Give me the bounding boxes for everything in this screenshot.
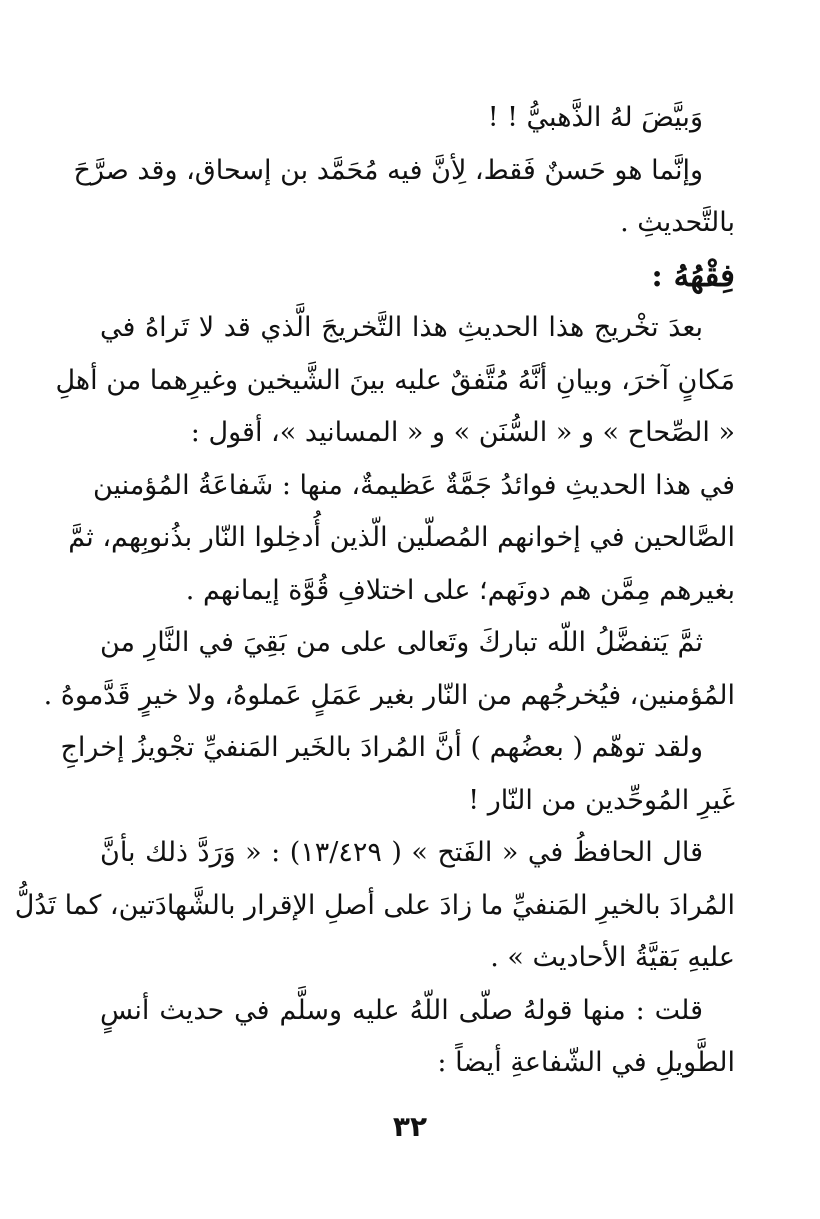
text-line: في هذا الحديثِ فوائدُ جَمَّةٌ عَظيمةٌ، منها : شَفاعَةُ المُؤمنين [92, 469, 735, 501]
text-line: بعدَ تخْريج هذا الحديثِ هذا التَّخريجَ الَّذي قد لا تَراهُ في [100, 312, 703, 343]
text-line: الصَّالحين في إخوانهم المُصلّين الّذين أُدخِلوا النّار بذُنوبِهم، ثمَّ [68, 522, 735, 553]
text-line: عليهِ بَقيَّةُ الأحاديث » . [490, 942, 735, 973]
text-line: قلت : منها قولهُ صلّى اللّهُ عليه وسلَّم في حديث أنسٍ [100, 994, 703, 1026]
text-line: وإنَّما هو حَسنٌ فَقط، لِأنَّ فيه مُحَمَّد بن إسحاق، وقد صرَّحَ [73, 154, 703, 186]
text-line: بالتَّحديثِ . [620, 207, 735, 238]
text-line: مَكانٍ آخرَ، وبيانِ أنَّهُ مُتَّفقٌ عليه بينَ الشَّيخين وغيرِهما من أهلِ [55, 364, 735, 396]
text-line: « الصِّحاح » و « السُّنَن » و « المسانيد »، أقول : [190, 417, 735, 448]
text-line: الطَّويلِ في الشّفاعةِ أيضاً : [437, 1047, 735, 1078]
text-line: غَيرِ المُوحِّدين من النّار ! [468, 784, 735, 816]
page-number: ٣٢ [392, 1110, 428, 1143]
text-line: ثمَّ يَتفضَّلُ اللّه تباركَ وتَعالى على من بَقِيَ في النَّارِ من [100, 627, 703, 658]
text-line: قال الحافظُ في « الفَتح » ( ١٣/٤٢٩) : « وَرَدَّ ذلك بأنَّ [100, 837, 703, 868]
text-line: بغيرهم مِمَّن هم دونَهم؛ على اختلافِ قُوَّة إيمانهم . [185, 574, 735, 606]
text-line: ولقد توهّم ( بعضُهم ) أنَّ المُرادَ بالخَير المَنفيِّ تجْويزُ إخراجِ [60, 732, 703, 763]
section-heading: فِقْهُهُ : [651, 257, 735, 294]
text-line: وَبيَّضَ لهُ الذَّهبيُّ ! ! [487, 102, 703, 133]
text-line: المُؤمنين، فيُخرجُهم من النّار بغير عَمَلٍ عَملوهُ، ولا خيرٍ قَدَّموهُ . [43, 679, 735, 711]
text-line: المُرادَ بالخيرِ المَنفيِّ ما زادَ على أصلِ الإقرار بالشَّهادَتين، كما تَدُلُّ [14, 889, 735, 921]
body-text [14, 92, 735, 1090]
